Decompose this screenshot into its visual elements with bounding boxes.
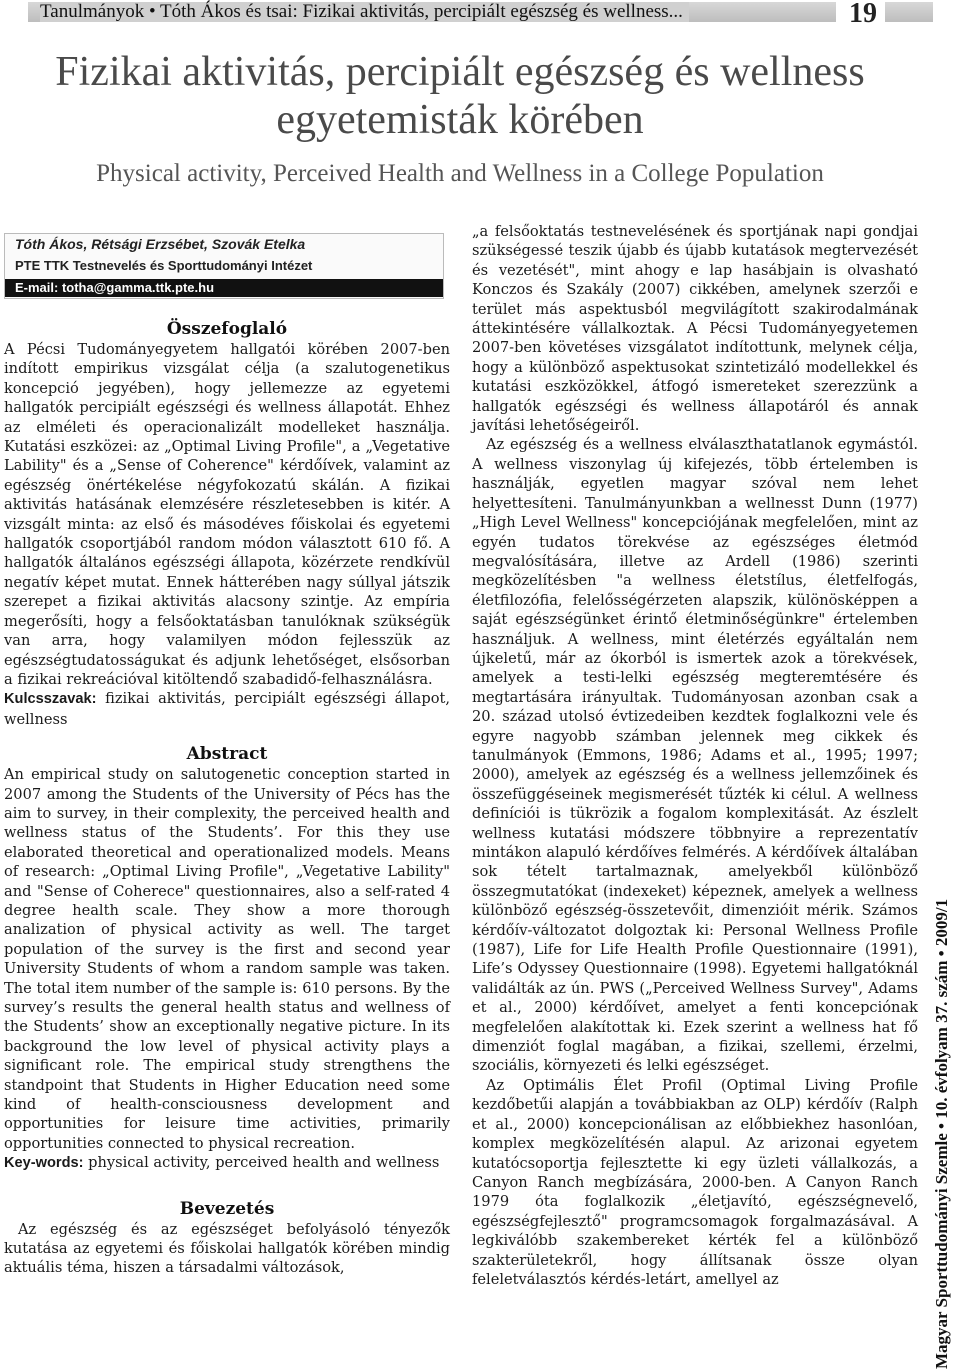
author-email: E-mail: totha@gamma.ttk.pte.hu xyxy=(5,279,443,297)
abstract-keywords xyxy=(4,1153,450,1173)
bevezetes-paragraph: Az egészség és az egészséget befolyásoló tényezők kutatása az egyetemi és főiskolai hallgatók körében mindig aktuális téma, hiszen a társadalmi változások, xyxy=(4,1220,450,1277)
title-line-2: egyetemisták körében xyxy=(276,97,644,143)
right-column xyxy=(472,222,918,1289)
author-box xyxy=(4,233,444,299)
bevezetes-heading: Bevezetés xyxy=(179,1198,275,1219)
keywords-text: fizikai aktivitás, percipiált egészségi állapot, wellness xyxy=(4,690,450,728)
keywords-label: Kulcsszavak: xyxy=(4,691,97,708)
abstract-body: An empirical study on salutogenetic conception started in 2007 among the Students of the University of Pécs has the aim to survey, in their complexity, the perceived health and wellness status of the Students’. For this they use elaborated theoretical and operationalized models. Means of research: „Optimal Living Profile", „Vegetative Lability" and "Sense of Coherece" questionnaires, also a self-rated 4 degree health scale. They show a more thorough analization of physical activity as well. The target population of the survey is the first and second year University Students of whom a random sample was taken. The total item number of the sample is: 610 persons. By the survey’s results the general health status and wellness of the Students’ show an exceptionally negative picture. In its background the low level of physical activity plays a significant role. The empirical study strengthens the standpoint that Students in Higher Education need some kind of health-consciousness development and opportunities for leisure time activities, primarily opportunities connected to physical recreation. xyxy=(4,766,450,1152)
left-column xyxy=(4,318,450,1278)
key-words-text: physical activity, perceived health and wellness xyxy=(88,1154,440,1172)
author-institution: PTE TTK Testnevelés és Sporttudományi Intézet xyxy=(15,258,313,273)
right-paragraph-1: „a felsőoktatás testnevelésének és sportjának napi gondjai szükségessé teszik újabb és újabb kutatások megtervezését és vezetését", mint ahogy e lap hasábjain is olvasható Konczos és Szakály (2007) cikkében, amelynek szerzői e terület más aspektusból megvilágított szakirodalmának áttekintésére vállalkoztak. A Pécsi Tudományegyetemen 2007-ben követéses vizsgálatot indítottunk, melynek célja, hogy a különböző aspektusokat szintetizáló modellekkel és kutatási eszközökkel, átfogó ismereteket szerezzünk a hallgatók egészségi és wellness állapotáról és annak javítási lehetőségeiről. xyxy=(472,223,918,435)
osszefoglalo-keywords xyxy=(4,689,450,729)
author-names: Tóth Ákos, Rétsági Erzsébet, Szovák Etelka xyxy=(15,236,306,252)
journal-sidebar: Magyar Sporttudományi Szemle • 10. évfolyam 37. szám • 2009/1 xyxy=(932,898,951,1369)
key-words-label: Key-words: xyxy=(4,1155,84,1172)
osszefoglalo-body: A Pécsi Tudományegyetem hallgatói körében 2007-ben indított empirikus vizsgálat célja (a szalutogenetikus koncepció jegyében), hogy jellemezze az egyetemi hallgatók percipiált egészségi és wellness állapotát. Ehhez az elméleti és operacionalizált modelleket használja. Kutatási eszközei: az „Optimal Living Profile", a „Vegetative Lability" és a „Sense of Coherence" kérdőívek, valamint az egészség önértékelése négyfokozatú skálán. A fizikai aktivitás hatásának elemzésére részletesebben is kitér. A vizsgált minta: az első és másodéves főiskolai és egyetemi hallgatók csoportjából random módon választott 610 fő. A hallgatók általános egészségi állapota, közérzete rendkívül negatív képet mutat. Ennek hátterében nagy súllyal játszik szerepet a fizikai aktivitás alacsony szintje. Az empíria megerősíti, hogy a felsőoktatásban tanulóknak szükségük van arra, hogy valamilyen módon fejlesszük az egészségtudatosságukat és adjunk lehetőséget, elsősorban a fizikai rekreációval kitöltendő szabadidő-felhasználásra. xyxy=(4,341,450,688)
running-header xyxy=(0,0,960,29)
title-line-1: Fizikai aktivitás, percipiált egészség és wellness xyxy=(55,49,865,95)
right-paragraph-2: Az egészség és a wellness elválaszthatatlanok egymástól. A wellness viszonylag új kifejezés, több értelemben is használják, egyetlen magyar szóval nem lehet helyettesíteni. Tanulmányunkban a wellnesst Dunn (1977) „High Level Wellness" koncepciójának megfelelően, mint az egyén tudatos törekvése az egészséges életmód megvalósítására, illetve az Ardell (1986) szerinti megközelítésben "a wellness életstílus, életfelfogás, életfilozófia, felelősségérzeten alapszik, különösképpen a saját egészségünket érintő életminőségünkre" értelemben használjuk. A wellness, mint életérzés egyáltalán nem újkeletű, már az ókorból is ismertek azok a törekvések, amelyek a testi-lelki egészség megteremtésére és megtartására irányultak. Tudományosan azonban csak a 20. század utolsó évtizedeiben kezdtek foglalkozni vele és egyre nagyobb számban jelennek meg cikkek és tanulmányok (Emmons, 1986; Adams et al., 1995; 1997; 2000), amelyek az egészség és a wellness jellemzőinek és összefüggéseinek megismerését tűzték ki célul. A wellness definíciói is tükrözik a fogalom komplexitását. Az észlelt wellness kutatási módszere többnyire a reprezentatív mintákon alapuló kérdőíves felmérés. A kérdőívek általában sok tételt tartalmaznak, amelyekből különböző összegmutatókat (indexeket) képeznek, amelyek a wellness különböző egészség-összetevőit, dimenzióit mérik. Számos kérdőív-változatot dolgoztak ki: Personal Wellness Profile (1987), Life for Life Health Profile Questionnaire (1991), Life’s Odyssey Questionnaire (1998). Egyetemi hallgatóknál validálták az ún. PWS („Perceived Wellness Survey", Adams et al., 2000) kérdőívet, amelyet a fenti koncepciónak megfelelően alakítottak ki. Ezek szerint a wellness hat fő dimenziót foglal magában, a fizikai, szellemi, érzelmi, szociális, környezeti és lelki egészséget. xyxy=(472,436,918,1075)
header-bar-right xyxy=(885,2,933,22)
right-paragraph-3: Az Optimális Élet Profil (Optimal Living Profile kezdőbetűi alapján a továbbiakban az OLP) kérdőív (Ralph et al., 2000) koncepcionálisan az előbbiekhez hasonlóan, komplex megközelítésén alapul. Az arizonai egyetem kutatócsoportja fejlesztette ki egy üzleti vállalkozás, a Canyon Ranch megbízására, 2000-ben. A Canyon Ranch 1979 óta foglalkozik „életjavító, egészségnevelő, egészségfejlesztő" programcsomagok forgalmazásával. A legkiválóbb szakembereket kérték fel a különböző szakterületekről, hogy állítsanak össze olyan feleletválasztós kérdés-letárt, amellyel az xyxy=(472,1076,918,1288)
osszefoglalo-heading: Összefoglaló xyxy=(166,319,288,339)
abstract-heading: Abstract xyxy=(186,744,268,765)
page-number: 19 xyxy=(849,0,877,29)
article-title xyxy=(0,48,920,144)
running-header-text: Tanulmányok • Tóth Ákos és tsai: Fizikai aktivitás, percipiált egészség és wellness... xyxy=(40,2,689,22)
article-subtitle: Physical activity, Perceived Health and Wellness in a College Population xyxy=(96,160,824,187)
